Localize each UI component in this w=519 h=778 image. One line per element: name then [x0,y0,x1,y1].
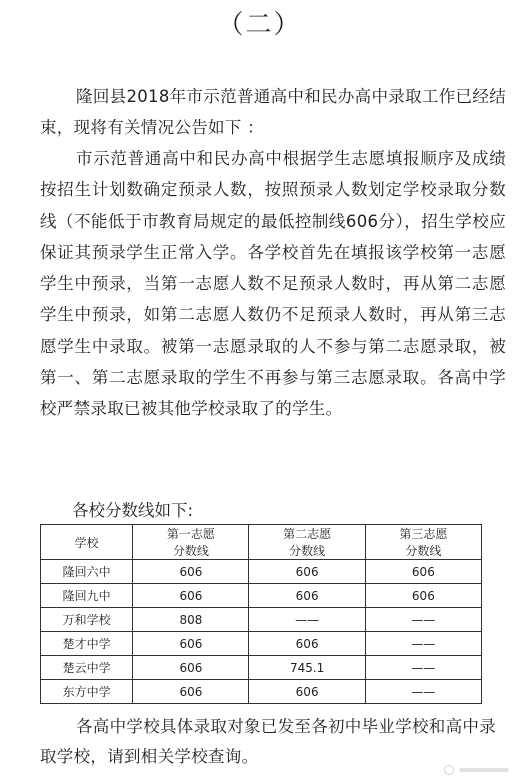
cell-first-choice: 606 [133,632,249,656]
cell-first-choice: 606 [133,680,249,704]
table-row [41,560,482,584]
header-third-choice-line1: 第三志愿 [399,527,448,541]
cell-third-choice: —— [365,632,481,656]
cell-second-choice: 606 [249,632,365,656]
cell-second-choice: 606 [249,584,365,608]
cell-first-choice: 606 [133,584,249,608]
cell-third-choice: 606 [365,560,481,584]
header-second-choice [249,525,365,560]
cell-school: 东方中学 [41,680,133,704]
table-header-row [41,525,482,560]
rules-paragraph: 市示范普通高中和民办高中根据学生志愿填报顺序及成绩按招生计划数确定预录人数，按照预录人数划定学校录取分数线（不能低于市教育局规定的最低控制线606分），招生学校应保证其预录学生正常入学。各学校首先在填报该学校第一志愿学生中预录，当第一志愿人数不足预录人数时，再从第二志愿学生中预录，如第二志愿人数仍不足预录人数时，再从第三志愿学生中录取。被第一志愿录取的人不参与第二志愿录取，被第一、第二志愿录取的学生不再参与第三志愿录取。各高中学校严禁录取已被其他学校录取了的学生。 [40,149,506,419]
section-heading: （二） [217,10,302,40]
cell-first-choice: 606 [133,560,249,584]
cell-third-choice: —— [365,656,481,680]
cell-third-choice: —— [365,680,481,704]
header-first-choice-line1: 第一志愿 [166,527,215,541]
header-third-choice-line2: 分数线 [405,544,442,558]
table-row [41,680,482,704]
table-row [41,584,482,608]
cell-first-choice: 808 [133,608,249,632]
header-second-choice-line2: 分数线 [289,544,326,558]
header-first-choice-line2: 分数线 [172,544,209,558]
closing-paragraph: 各高中学校具体录取对象已发至各初中毕业学校和高中录取学校，请到相关学校查询。 [40,717,496,766]
cell-third-choice: —— [365,608,481,632]
cell-first-choice: 606 [133,656,249,680]
table-row [41,608,482,632]
cell-school: 楚才中学 [41,632,133,656]
header-school-label: 学校 [74,535,99,550]
cell-school: 隆回九中 [41,584,133,608]
header-second-choice-line1: 第二志愿 [283,527,332,541]
cell-second-choice: —— [249,608,365,632]
cell-second-choice: 606 [249,560,365,584]
cell-second-choice: 745.1 [249,656,365,680]
cell-school: 楚云中学 [41,656,133,680]
table-caption: 各校分数线如下: [72,501,194,520]
header-school [41,525,133,560]
table-row [41,632,482,656]
cell-school: 隆回六中 [41,560,133,584]
cell-third-choice: 606 [365,584,481,608]
table-row [41,656,482,680]
watermark-mark [443,764,513,776]
header-third-choice [365,525,481,560]
intro-paragraph: 隆回县2018年市示范普通高中和民办高中录取工作已经结束，现将有关情况公告如下 ： [40,87,506,138]
score-table [40,524,482,704]
cell-second-choice: 606 [249,680,365,704]
header-first-choice [133,525,249,560]
cell-school: 万和学校 [41,608,133,632]
